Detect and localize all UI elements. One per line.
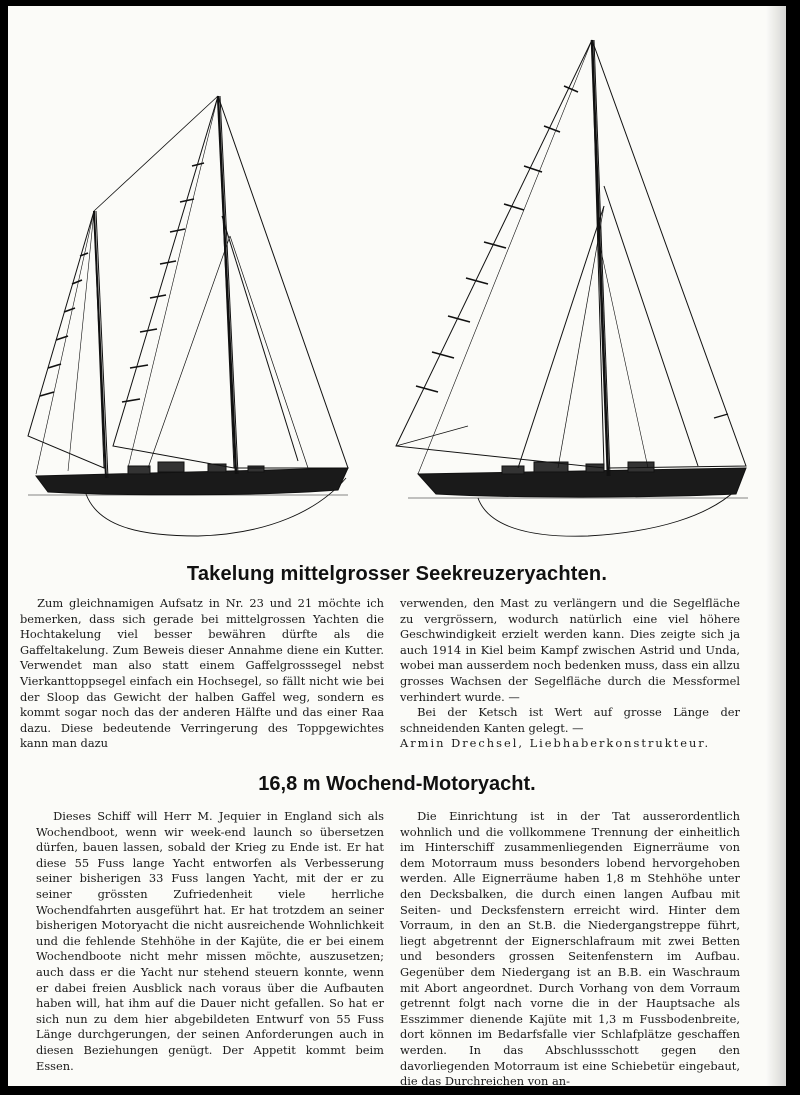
sail-plan-illustrations <box>8 6 786 556</box>
article1-left-column <box>20 596 384 752</box>
article1-paragraph: Zum gleichnamigen Aufsatz in Nr. 23 und 21 möchte ich bemerken, dass sich gerade bei mittelgrossen Yachten die Hochtakelung viel besser bewähren dürfte als die Gaffeltakelung. Zum Beweis dieser Annahme diene ein Kutter. Verwendet man also statt einem Gaffelgrosssegel nebst Vierkanttoppsegel einfach ein Hochsegel, so fällt nicht wie bei der Sloop das Gewicht der halben Gaffel weg, sondern es kommt sogar noch das der anderen Hälfte und das einer Raa dazu. Diese bedeutende Verringerung des Toppgewichtes kann man dazu <box>20 596 384 751</box>
article2-paragraph: Dieses Schiff will Herr M. Jequier in England sich als Wochendboot, wenn wir week-end launch so übersetzen dürfen, bauen lassen, sobald der Krieg zu Ende ist. Er hat diese 55 Fuss lange Yacht entworfen als Verbesserung seiner bisherigen 33 Fuss langen Yacht, mit der er zu seiner grössten Zufriedenheit viele herrliche Wochendfahrten ausgeführt hat. Er hat trotzdem an seiner bisherigen Motoryacht die nicht ausreichende Wohnlichkeit und die fehlende Stehhöhe in der Kajüte, die er bei einem Wochendboote nicht mehr missen möchte, auszusetzen; auch dass er die Yacht nur stehend steuern konnte, wenn er dabei freien Ausblick nach voraus über die Aufbauten haben will, hat ihm auf die Dauer nicht gefallen. So hat er sich nun zu dem hier abgebildeten Entwurf von 55 Fuss Länge durchgerungen, der seinen Anforderungen auch in diesen Beziehungen genügt. Der Appetit kommt beim Essen. <box>36 809 384 1073</box>
article1-paragraph-ketch: Bei der Ketsch ist Wert auf grosse Länge der schneidenden Kanten gelegt. — <box>400 705 740 735</box>
article-title-rigging: Takelung mittelgrosser Seekreuzeryachten. <box>186 563 608 585</box>
ketch-sail-plan <box>28 96 348 536</box>
magazine-page <box>8 6 786 1089</box>
cutter-sail-plan <box>396 40 748 536</box>
article2-right-column <box>400 809 740 1090</box>
article2-left-column <box>36 809 384 1074</box>
article1-right-column <box>400 596 740 752</box>
article1-paragraph-continued: verwenden, den Mast zu verlängern und die Segelfläche zu vergrössern, wodurch natürlich eine viel höhere Geschwindigkeit erzielt werden kann. Dies zeigte sich ja auch 1914 in Kiel beim Kampf zwischen Astrid und Unda, wobei man ausserdem noch bedenken muss, dass ein allzu grosses Wachsen der Segelfläche durch die Messformel verhindert wurde. — <box>400 596 740 704</box>
page-edge-shadow <box>766 6 786 1086</box>
article2-paragraph-continued: Die Einrichtung ist in der Tat ausserordentlich wohnlich und die vollkommene Trennung der einheitlich im Hinterschiff zusammenliegenden Eignerräume von dem Motorraum muss besonders lobend hervorgehoben werden. Alle Eignerräume haben 1,8 m Stehhöhe unter den Decksbalken, die durch einen langen Aufbau mit Seiten- und Decksfenstern erreicht wird. Hinter dem Vorraum, in den an St.B. die Niedergangstreppe führt, liegt abgetrennt der Eignerschlafraum mit zwei Betten und besonders grossen Seitenfenstern im Aufbau. Gegenüber dem Niedergang ist an B.B. ein Waschraum mit Abort angeordnet. Durch Vorhang von dem Vorraum getrennt folgt nach vorne die in der Hauptsache als Esszimmer dienende Kajüte mit 1,3 m Fussbodenbreite, dort können im Bedarfsfalle vier Schlafplätze geschaffen werden. In das Abschlussschott gegen den davorliegenden Motorraum ist eine Schiebetür eingebaut, die das Durchreichen von an- <box>400 809 740 1089</box>
article1-signature: Armin Drechsel, Liebhaberkonstrukteur. <box>400 736 711 751</box>
article-title-motoryacht: 16,8 m Wochend-Motoryacht. <box>258 773 536 795</box>
